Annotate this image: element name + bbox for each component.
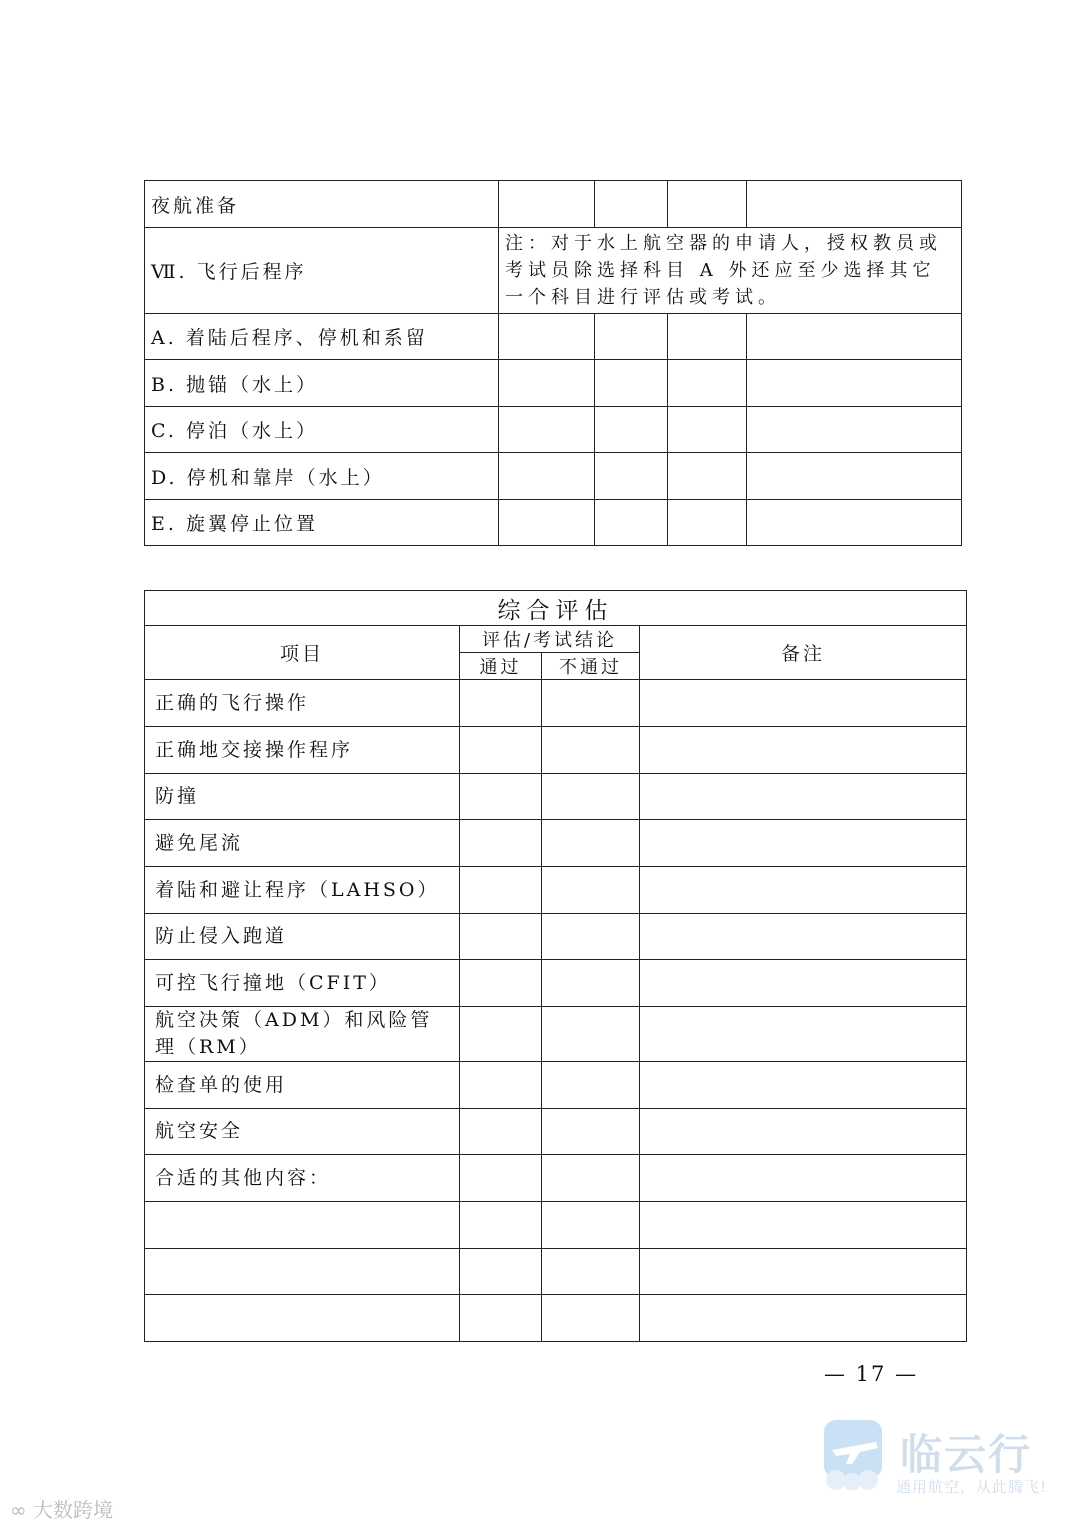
empty-cell <box>640 1062 967 1109</box>
row-label: E. 旋翼停止位置 <box>145 500 499 546</box>
row-label: 航空决策（ADM）和风险管理（RM） <box>145 1007 460 1062</box>
table-row <box>145 500 962 546</box>
empty-cell <box>460 1062 542 1109</box>
empty-cell <box>640 1249 967 1295</box>
header-fail: 不通过 <box>542 653 640 680</box>
empty-cell <box>460 1109 542 1155</box>
row-label: 正确地交接操作程序 <box>145 727 460 774</box>
empty-cell <box>542 1202 640 1249</box>
empty-cell <box>460 1295 542 1342</box>
empty-cell <box>542 1295 640 1342</box>
flight-procedures-table <box>144 180 962 546</box>
table-row <box>145 867 967 914</box>
table-row <box>145 680 967 727</box>
row-label: 航空安全 <box>145 1109 460 1155</box>
table-row <box>145 228 962 314</box>
table-row <box>145 727 967 774</box>
brand-logo <box>822 1418 1052 1500</box>
section-heading: Ⅶ. 飞行后程序 <box>145 228 499 314</box>
table-row <box>145 1155 967 1202</box>
empty-cell <box>640 1109 967 1155</box>
empty-cell <box>542 1249 640 1295</box>
table-row <box>145 1295 967 1342</box>
row-label: B. 抛锚（水上） <box>145 360 499 407</box>
empty-cell <box>542 727 640 774</box>
table-row <box>145 1007 967 1062</box>
comprehensive-assessment-table <box>144 590 967 1342</box>
header-pass: 通过 <box>460 653 542 680</box>
table-row <box>145 1202 967 1249</box>
table-row <box>145 774 967 820</box>
table-row <box>145 1249 967 1295</box>
row-label <box>145 1249 460 1295</box>
empty-cell <box>460 680 542 727</box>
row-label <box>145 1202 460 1249</box>
row-label: D. 停机和靠岸（水上） <box>145 453 499 500</box>
table-header-row <box>145 626 967 653</box>
table-row <box>145 1109 967 1155</box>
row-label: 检查单的使用 <box>145 1062 460 1109</box>
section-note: 注：对于水上航空器的申请人，授权教员或考试员除选择科目 A 外还应至少选择其它一个科目进行评估或考试。 <box>499 228 962 314</box>
empty-cell <box>460 1155 542 1202</box>
table-row <box>145 181 962 228</box>
logo-slogan: 通用航空，从此腾飞! <box>896 1478 1048 1496</box>
table-row <box>145 960 967 1007</box>
empty-cell <box>640 1202 967 1249</box>
empty-cell <box>542 1007 640 1062</box>
empty-cell <box>460 727 542 774</box>
logo-text: 临云行 <box>900 1430 1033 1479</box>
empty-cell <box>640 960 967 1007</box>
empty-cell <box>640 680 967 727</box>
empty-cell <box>542 820 640 867</box>
row-label: C. 停泊（水上） <box>145 407 499 453</box>
empty-cell <box>460 820 542 867</box>
row-label: 合适的其他内容： <box>145 1155 460 1202</box>
row-label <box>145 1295 460 1342</box>
row-label: 夜航准备 <box>145 181 499 228</box>
empty-cell <box>640 774 967 820</box>
empty-cell <box>640 914 967 960</box>
header-remarks: 备注 <box>640 626 967 680</box>
empty-cell <box>640 820 967 867</box>
watermark-text: 大数跨境 <box>33 1498 114 1522</box>
empty-cell <box>640 867 967 914</box>
table-row <box>145 1062 967 1109</box>
header-conclusion: 评估/考试结论 <box>460 626 640 653</box>
row-label: 防撞 <box>145 774 460 820</box>
empty-cell <box>640 1007 967 1062</box>
table-row <box>145 453 962 500</box>
row-label: A. 着陆后程序、停机和系留 <box>145 314 499 360</box>
empty-cell <box>460 960 542 1007</box>
empty-cell <box>542 680 640 727</box>
table-row <box>145 914 967 960</box>
airplane-icon <box>822 1418 888 1490</box>
empty-cell <box>460 1007 542 1062</box>
row-label: 着陆和避让程序（LAHSO） <box>145 867 460 914</box>
table-row <box>145 314 962 360</box>
empty-cell <box>640 1155 967 1202</box>
table-title-row <box>145 591 967 626</box>
row-label: 可控飞行撞地（CFIT） <box>145 960 460 1007</box>
page-number: — 17 — <box>824 1362 919 1386</box>
row-label: 防止侵入跑道 <box>145 914 460 960</box>
watermark <box>10 1494 113 1523</box>
row-label: 避免尾流 <box>145 820 460 867</box>
empty-cell <box>460 1249 542 1295</box>
empty-cell <box>460 914 542 960</box>
header-item: 项目 <box>145 626 460 680</box>
empty-cell <box>460 1202 542 1249</box>
row-label: 正确的飞行操作 <box>145 680 460 727</box>
weibo-icon: ∞ <box>10 1498 27 1522</box>
table-row <box>145 820 967 867</box>
empty-cell <box>640 1295 967 1342</box>
empty-cell <box>542 774 640 820</box>
empty-cell <box>542 960 640 1007</box>
empty-cell <box>542 1062 640 1109</box>
empty-cell <box>640 727 967 774</box>
table-title: 综合评估 <box>145 591 967 626</box>
empty-cell <box>542 1109 640 1155</box>
table-row <box>145 407 962 453</box>
table-row <box>145 360 962 407</box>
empty-cell <box>460 774 542 820</box>
empty-cell <box>460 867 542 914</box>
empty-cell <box>542 867 640 914</box>
empty-cell <box>542 1155 640 1202</box>
empty-cell <box>542 914 640 960</box>
